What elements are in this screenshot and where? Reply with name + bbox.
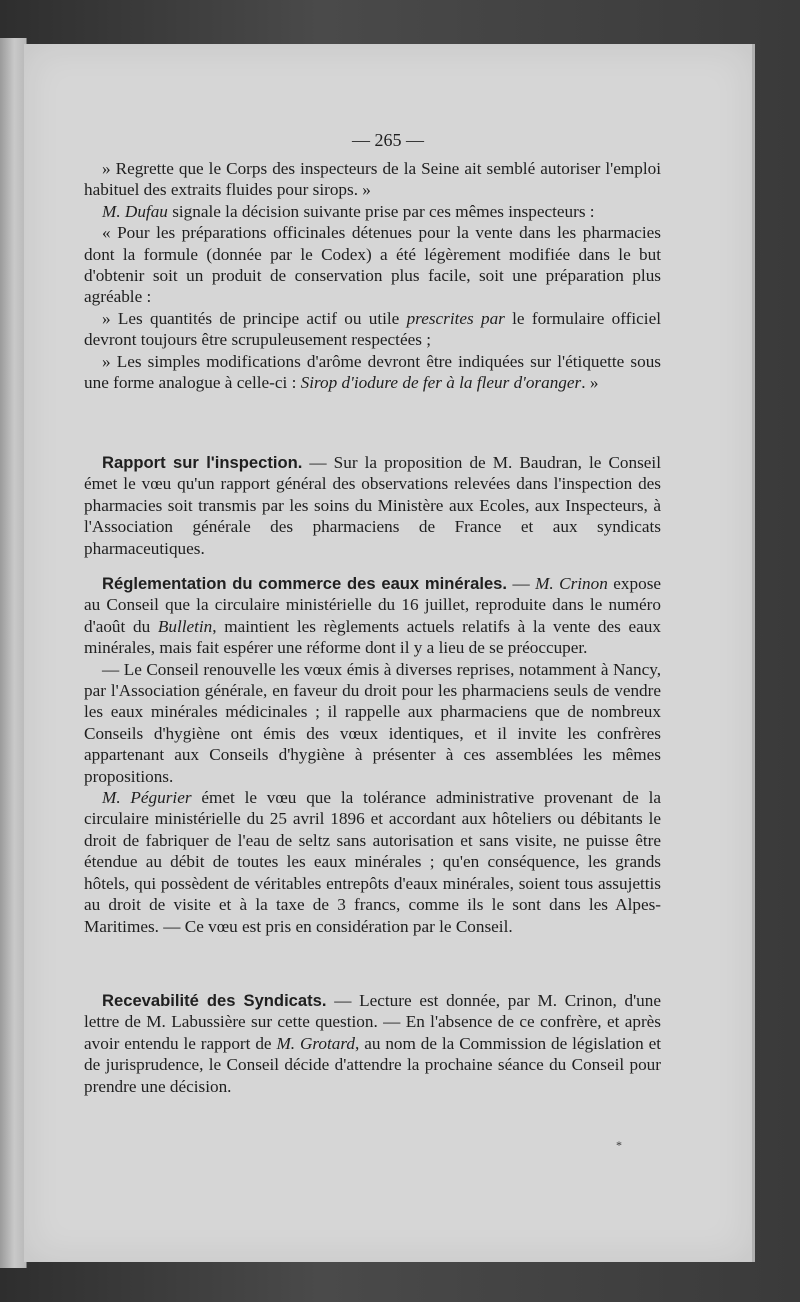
- book-page: [24, 44, 752, 1262]
- section-heading: Recevabilité des Syndicats.: [102, 991, 327, 1010]
- recevabilite-section: [84, 990, 661, 1097]
- speaker-name: M. Dufau: [102, 201, 168, 221]
- reglementation-section: [84, 573, 661, 937]
- intro-paragraph-2: M. Dufau signale la décision suivante prise par ces mêmes inspecteurs :: [102, 201, 595, 221]
- reglementation-paragraph-1: Réglementation du commerce des eaux minérales. — M. Crinon expose au Conseil que la circulaire ministérielle du 16 juillet, reproduite dans le numéro d'août du Bulletin, maintient les règlements actuels relatifs à la vente des eaux minérales, mais fait espérer une réforme dont il y a lieu de se préoccuper.: [84, 574, 662, 658]
- section-heading: Réglementation du commerce des eaux minérales.: [102, 574, 508, 593]
- reglementation-paragraph-2: — Le Conseil renouvelle les vœux émis à diverses reprises, notamment à Nancy, par l'Association générale, en faveur du droit pour les pharmaciens seuls de vendre les eaux minérales médicinales ; il rappelle aux pharmaciens que de nombreux Conseils d'hygiène ont émis des vœux identiques, et il invite les confrères appartenant aux Conseils d'hygiène à présenter à ces assemblées les mêmes propositions.: [84, 659, 661, 786]
- footer-mark: *: [616, 1138, 622, 1152]
- intro-section: [84, 158, 661, 393]
- reglementation-paragraph-3: M. Pégurier émet le vœu que la tolérance administrative provenant de la circulaire ministérielle du 25 avril 1896 et accordant aux hôteliers ou débitants le droit de fabriquer de l'eau de seltz sans autorisation et sans visite, ne puisse être étendue au débit de toutes les eaux minérales ; qu'en conséquence, les grands hôtels, qui possèdent de véritables entrepôts d'eaux minérales, soient tous assujettis au droit de visite et à la taxe de 3 francs, comme ils le sont dans les Alpes-Maritimes. — Ce vœu est pris en considération par le Conseil.: [84, 788, 661, 936]
- speaker-name: M. Grotard: [276, 1033, 356, 1053]
- previous-page-edge: [0, 38, 27, 1268]
- intro-paragraph-4: » Les quantités de principe actif ou utile prescrites par le formulaire officiel devront toujours être scrupuleusement respectées ;: [84, 308, 661, 350]
- page-right-edge: [752, 44, 755, 1262]
- rapport-paragraph: Rapport sur l'inspection. — Sur la proposition de M. Baudran, le Conseil émet le vœu qu'un rapport général des observations relevées dans l'inspection des pharmacies soit transmis par les soins du Ministère aux Ecoles, aux Inspecteurs, à l'Association générale des pharmaciens de France et aux syndicats pharmaceutiques.: [84, 453, 661, 558]
- speaker-name: M. Pégurier: [102, 788, 192, 808]
- intro-paragraph-5: » Les simples modifications d'arôme devront être indiquées sur l'étiquette sous une forme analogue à celle-ci : Sirop d'iodure de fer à la fleur d'oranger. »: [84, 351, 661, 393]
- page-number: — 265 —: [352, 130, 424, 150]
- intro-paragraph-3: « Pour les préparations officinales détenues pour la vente dans les pharmacies dont la formule (donnée par le Codex) a été légèrement modifiée dans le but d'obtenir soit un produit de conservation plus facile, soit une préparation plus agréable :: [84, 223, 661, 307]
- recevabilite-paragraph: Recevabilité des Syndicats. — Lecture est donnée, par M. Crinon, d'une lettre de M. Labussière sur cette question. — En l'absence de ce confrère, et après avoir entendu le rapport de M. Grotard, au nom de la Commission de législation et de jurisprudence, le Conseil décide d'attendre la prochaine séance du Conseil pour prendre une décision.: [84, 991, 662, 1096]
- speaker-name: M. Crinon: [535, 574, 608, 593]
- intro-paragraph-1: » Regrette que le Corps des inspecteurs de la Seine ait semblé autoriser l'emploi habituel des extraits fluides pour sirops. »: [84, 159, 661, 200]
- rapport-section: [84, 452, 661, 559]
- section-heading: Rapport sur l'inspection.: [102, 453, 303, 472]
